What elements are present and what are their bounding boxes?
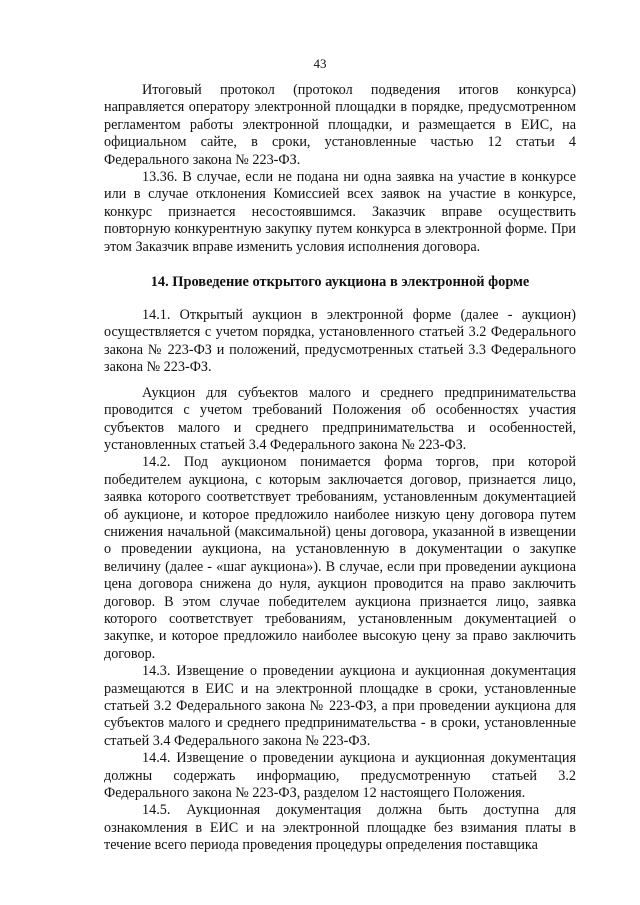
paragraph-sme-auction: Аукцион для субъектов малого и среднего предпринимательства проводится с учетом требований Положения об особенностях участия субъектов малого и среднего предпринимательства и особенностей, установленных статьей 3.4 Федерального закона № 223-ФЗ. — [104, 384, 576, 453]
section-heading: 14. Проведение открытого аукциона в электронной форме — [150, 274, 530, 291]
paragraph-14-1: 14.1. Открытый аукцион в электронной форме (далее - аукцион) осуществляется с учетом порядка, установленного статьей 3.2 Федерального закона № 223-ФЗ и положений, предусмотренных статьей 3.3 Федерального закона № 223-ФЗ. — [104, 307, 576, 376]
paragraph-13-36: 13.36. В случае, если не подана ни одна заявка на участие в конкурсе или в случае отклонения Комиссией всех заявок на участие в конкурсе, конкурс признается несостоявшимся. Заказчик вправе осуществить повторную конкурентную закупку путем конкурса в электронной форме. При этом Заказчик вправе изменить условия исполнения договора. — [104, 169, 576, 255]
paragraph-14-2: 14.2. Под аукционом понимается форма торгов, при которой победителем аукциона, с которым заключается договор, признается лицо, заявка которого соответствует требованиям, установленным документацией об аукционе, и которое предложило наиболее низкую цену договора путем снижения начальной (максимальной) цены договора, указанной в извещении о проведении аукциона, на установленную в документации о закупке величину (далее - «шаг аукциона»). В случае, если при проведении аукциона цена договора снижена до нуля, аукцион проводится на право заключить договор. В этом случае победителем аукциона признается лицо, заявка которого соответствует требованиям, установленным документацией о закупке, и которое предложило наиболее высокую цену за право заключить договор. — [104, 454, 576, 662]
document-body — [104, 82, 576, 855]
paragraph-14-5: 14.5. Аукционная документация должна быть доступна для ознакомления в ЕИС и на электронной площадке без взимания платы в течение всего периода проведения процедуры определения поставщика — [104, 802, 576, 854]
paragraph-14-4: 14.4. Извещение о проведении аукциона и аукционная документация должны содержать информацию, предусмотренную статьей 3.2 Федерального закона № 223-ФЗ, разделом 12 настоящего Положения. — [104, 750, 576, 802]
paragraph-gap — [104, 377, 576, 385]
paragraph-final-protocol: Итоговый протокол (протокол подведения итогов конкурса) направляется оператору электронной площадки в порядке, предусмотренном регламентом работы электронной площадки, и размещается в ЕИС, на официальном сайте, в сроки, установленные частью 12 статьи 4 Федерального закона № 223-ФЗ. — [104, 82, 576, 168]
page-number: 43 — [313, 56, 327, 71]
paragraph-14-3: 14.3. Извещение о проведении аукциона и аукционная документация размещаются в ЕИС и на электронной площадке в сроки, установленные статьей 3.2 Федерального закона № 223-ФЗ, а при проведении аукциона для субъектов малого и среднего предпринимательства - в сроки, установленные статьей 3.4 Федерального закона № 223-ФЗ. — [104, 663, 576, 749]
